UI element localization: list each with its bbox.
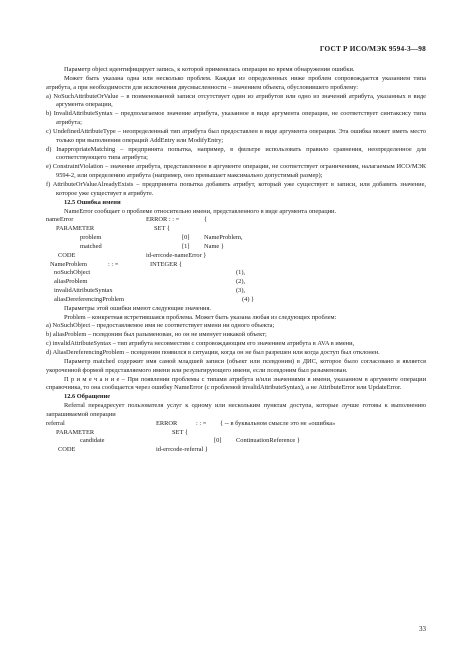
list-item: c) UndefinedAttributeType – неопределенный тип атрибута был предоставлен в виде аргумента операции. Эта ошибка может иметь место только при выполнении операций AddEntry или ModifyEntry; [46,127,426,144]
code-token: aliasDereferencingProblem [54,295,124,303]
code-token: referral [46,419,65,427]
code-token: candidate [80,437,105,445]
code-token: ERROR : : = [146,216,180,224]
list-item: f) AttributeOrValueAlreadyExists – предпринята попытка добавить атрибут, который уже существует в записи, или добавить значение, которое уже существует в атрибуте. [46,180,426,197]
code-token: CODE [58,446,76,454]
code-token: [0] [214,437,222,445]
code-token: SET { [172,428,188,436]
code-token: CODE [58,251,76,259]
code-block [46,420,426,455]
list-item: a) NoSuchObject – предоставляемое имя не соответствует имени ни одного объекта; [46,322,275,330]
code-token: PARAMETER [56,225,95,233]
code-token: nameError [46,216,74,224]
page-header: ГОСТ Р ИСО/МЭК 9594-3—98 [319,44,426,53]
list-item: d) InappropriateMatching – предпринята попытка, например, в фильтре использовать правило сравнения, неопределенное для соответствующего типа атрибута; [46,145,426,162]
code-token: id-errcode-nameError } [146,251,207,259]
code-token: (2), [236,278,246,286]
code-token: ContinuationReference } [236,437,300,445]
paragraph: Параметр matched содержит имя самой младшей записи (объект или псевдоним) в ДИС, которое было согласовано и является укороченной формой представляемого имени или результирующего имени, если псевдоним был разыменован. [46,357,426,374]
code-token: Name } [204,242,224,250]
page-body [46,66,426,455]
list-item: d) AliasDereferencingProblem – псевдоним появился в ситуации, когда он не был разрешен или когда доступ был отклонен. [46,349,380,356]
code-token: INTEGER { [150,260,182,268]
code-token: : : = [108,260,119,268]
code-token: id-errcode-referral } [156,446,208,454]
code-token: { -- в буквальном смысле это не «ошибка» [220,419,336,427]
code-token: NameProblem, [204,234,243,242]
code-token: (3), [236,287,246,295]
code-token: (4) } [242,295,255,303]
section-heading: 12.6 Обращение [64,393,111,401]
code-token: { [204,216,208,224]
list-item: b) InvalidAttributeSyntax – предполагаемое значение атрибута, указанное в виде аргумента операции, не соответствует синтаксису типа атрибута; [46,110,426,127]
code-token: : : = [196,419,207,427]
list-item: b) aliasProblem – псевдоним был разыменован, но он не именует никакой объект; [46,331,267,339]
code-token: problem [80,234,102,242]
paragraph: Может быть указана одна или несколько проблем. Каждая из определенных ниже проблем сопровождается указанием типа атрибута, а при необходимости для исключения двусмысленности – значением объекта, обусловившего проблему: [46,74,426,91]
code-token: [1] [182,242,190,250]
paragraph: Параметры этой ошибки имеют следующие значения. [64,304,212,312]
code-token: [0] [182,234,190,242]
paragraph: Параметр object идентифицирует запись, к которой применялась операция во время обнаружения ошибки. [64,66,355,73]
code-token: noSuchObject [54,269,91,277]
list-item: a) NoSuchAttributeOrValue – в поименованной записи отсутствует один из атрибутов или одно из значений атрибута, указанных в виде аргумента операции, [46,92,426,109]
list-item: e) ConstraintViolation – значение атрибута, представленное в аргументе операции, не соответствует ограничениям, налагаемым ИСО/МЭК 9594-2, или определению атрибута (например, оно превышает максимально допустимый размер); [46,163,426,180]
code-block [46,216,426,304]
page-number: 33 [419,625,426,633]
note: П р и м е ч а н и е – При появлении проблемы с типами атрибута и/или значениями в имени, указанном в аргументе операции справочника, то она сообщается через ошибку NameError (с проблемой invalidAttributeSyntax), а не AttributeError или UpdateError. [46,375,426,392]
section-heading: 12.5 Ошибка имени [64,198,121,206]
paragraph: Referral переадресует пользователя услуг к одному или нескольким пунктам доступа, которые лучше готовы к выполнению запрашиваемой операции [46,402,426,418]
list-item: c) invalidAttributeSyntax – тип атрибута несовместим с сопровождающим его значением атрибута в AVA в имени, [46,340,355,348]
code-token: PARAMETER [56,428,95,436]
code-token: SET { [154,225,170,233]
code-token: NameProblem [50,260,87,268]
paragraph: NameError сообщает о проблеме относительно имени, представленного в виде аргумента операции. [64,207,337,215]
code-token: invalidAttributeSyntax [54,287,113,295]
paragraph: Problem – конкретная встретившаяся проблема. Может быть указана любая из следующих проблем: [64,313,337,321]
code-token: matched [80,242,102,250]
code-token: (1), [236,269,246,277]
code-token: aliasProblem [54,278,88,286]
code-token: ERROR [156,419,178,427]
